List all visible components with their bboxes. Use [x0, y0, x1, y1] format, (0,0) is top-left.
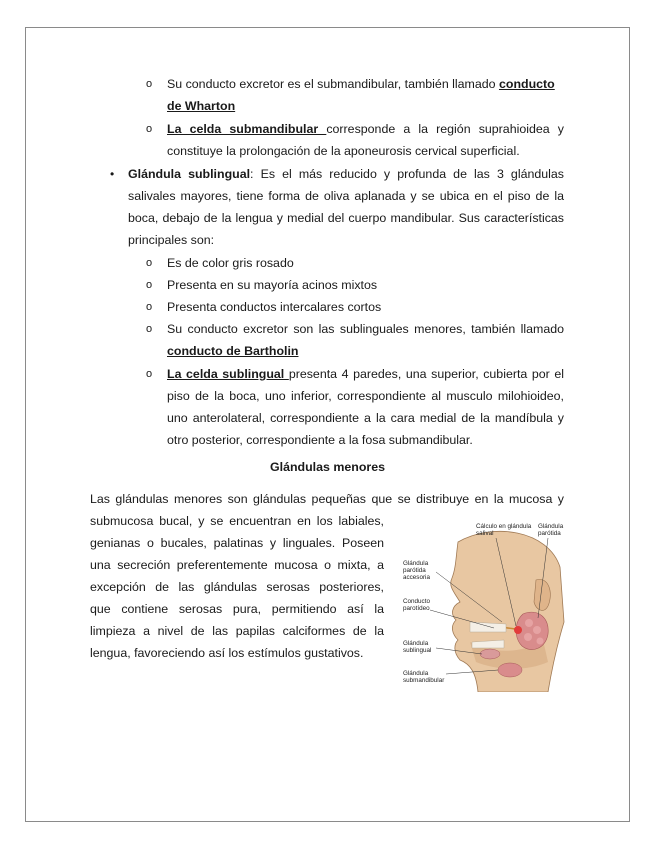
sub-bullet-marker: o [146, 279, 153, 291]
sub-bullet-marker: o [146, 301, 153, 313]
sub-bullet-marker: o [146, 368, 153, 380]
paragraph-first-line [90, 488, 564, 510]
list-item-celda-submandibular [167, 118, 564, 162]
sub-bullet-marker: o [146, 323, 153, 335]
label-sublingual: Glándula sublingual [403, 640, 432, 654]
label-parotida: Glándula parótida [538, 523, 564, 537]
list-item: Presenta en su mayoría acinos mixtos [167, 278, 378, 292]
paragraph-line: lengua, favoreciendo así los estímulos gustativos. [90, 646, 364, 660]
list-item: Es de color gris rosado [167, 256, 294, 270]
term-conducto-bartholin: conducto de Bartholin [167, 344, 299, 358]
sublingual-intro: : Es el más reducido y profunda de las 3 glándulas salivales mayores, tiene forma de oliva aplanada y se ubica en el piso de la boca, debajo de la lengua y medial del cuerpo mandibular. Sus características principales son: [128, 167, 564, 247]
bullet-marker: • [110, 167, 115, 181]
sub-bullet-marker: o [146, 78, 153, 90]
paragraph-line: genianas o bucales, palatinas y linguales. Poseen [90, 536, 384, 550]
item-text: Su conducto excretor es el submandibular, también llamado [167, 77, 499, 91]
term-de-wharton: de Wharton [167, 99, 236, 113]
label-submandibular: Glándula submandibular [403, 670, 445, 684]
sub-bullet-marker: o [146, 123, 153, 135]
section-heading: Glándulas menores [270, 460, 385, 474]
term-conducto: conducto [498, 77, 555, 91]
paragraph-line: limpieza a nivel de las papilas calciformes de la [90, 624, 384, 638]
sub-bullet-marker: o [146, 257, 153, 269]
list-item-celda-sublingual [167, 363, 564, 451]
paragraph-line: submucosa bucal, y se encuentran en los labiales, [90, 514, 384, 528]
term-glandula-sublingual: Glándula sublingual [128, 167, 251, 181]
term-celda-submandibular: La celda submandibular [167, 122, 327, 136]
list-item-wharton [167, 73, 564, 117]
paragraph-wrapped [90, 510, 384, 664]
paragraph-line: una secreción preferentemente mucosa o mixta, a [90, 558, 384, 572]
paragraph-line: que contiene serosas pura, permitiendo así la [90, 602, 384, 616]
paragraph-line: Las glándulas menores son glándulas pequeñas que se distribuye en la mucosa y [90, 492, 564, 506]
list-item-bartholin [167, 318, 564, 362]
label-accesoria: Glándula parótida accesoria [403, 560, 430, 581]
salivary-gland-figure [398, 522, 568, 692]
list-item: Presenta conductos intercalares cortos [167, 300, 382, 314]
item-text: Su conducto excretor son las sublinguales menores, también llamado [167, 322, 564, 336]
label-conducto: Conducto parotídeo [403, 598, 430, 612]
paragraph-line: excepción de las glándulas serosas posteriores, [90, 580, 384, 594]
item-text: presenta 4 paredes, una superior, cubierta por el piso de la boca, uno inferior, correspondiente al musculo milohioideo, uno anterolateral, correspondiente a la cara medial de la mandíbula y otro posterior, correspondiente a la fosa submandibular. [167, 367, 564, 447]
list-item-sublingual [128, 163, 564, 251]
term-celda-sublingual: La celda sublingual [167, 367, 289, 381]
item-text: corresponde a la región suprahioidea y constituye la prolongación de la aponeurosis cervical superficial. [167, 122, 564, 158]
label-calculo: Cálculo en glándula salival [476, 523, 532, 537]
